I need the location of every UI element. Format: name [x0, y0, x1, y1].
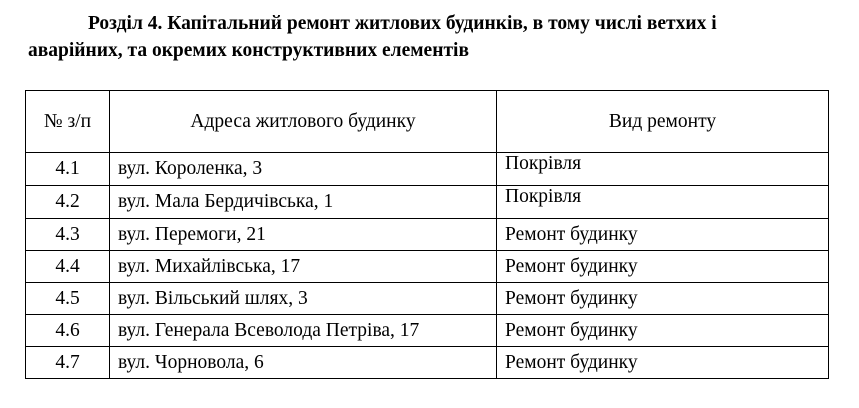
table-row: [26, 347, 829, 379]
row-address: вул. Генерала Всеволода Петріва, 17: [110, 315, 497, 347]
row-repair-type: Ремонт будинку: [497, 219, 829, 251]
row-number: 4.7: [26, 347, 110, 379]
table-row: [26, 219, 829, 251]
table-row: [26, 153, 829, 186]
column-header-address: Адреса житлового будинку: [110, 91, 497, 153]
table-row: [26, 186, 829, 219]
row-address: вул. Перемоги, 21: [110, 219, 497, 251]
section-heading-line-2: аварійних, та окремих конструктивних елементів: [28, 40, 469, 61]
row-repair-type: Ремонт будинку: [497, 315, 829, 347]
column-header-number: № з/п: [26, 91, 110, 153]
row-address: вул. Вільський шлях, 3: [110, 283, 497, 315]
row-address: вул. Короленка, 3: [110, 153, 497, 186]
section-heading: [28, 10, 853, 64]
row-number: 4.5: [26, 283, 110, 315]
row-repair-type: Ремонт будинку: [497, 251, 829, 283]
column-header-repair-type: Вид ремонту: [497, 91, 829, 153]
row-number: 4.6: [26, 315, 110, 347]
table-row: [26, 283, 829, 315]
row-address: вул. Чорновола, 6: [110, 347, 497, 379]
repairs-table: [25, 90, 829, 379]
row-number: 4.4: [26, 251, 110, 283]
row-repair-type: Покрівля: [497, 186, 829, 219]
table-row: [26, 315, 829, 347]
table-header-row: [26, 91, 829, 153]
row-address: вул. Мала Бердичівська, 1: [110, 186, 497, 219]
row-repair-type: Ремонт будинку: [497, 283, 829, 315]
table-row: [26, 251, 829, 283]
section-heading-line-1: Розділ 4. Капітальний ремонт житлових будинків, в тому числі ветхих і: [88, 13, 717, 34]
row-number: 4.2: [26, 186, 110, 219]
row-repair-type: Ремонт будинку: [497, 347, 829, 379]
row-repair-type: Покрівля: [497, 153, 829, 186]
row-address: вул. Михайлівська, 17: [110, 251, 497, 283]
row-number: 4.1: [26, 153, 110, 186]
row-number: 4.3: [26, 219, 110, 251]
